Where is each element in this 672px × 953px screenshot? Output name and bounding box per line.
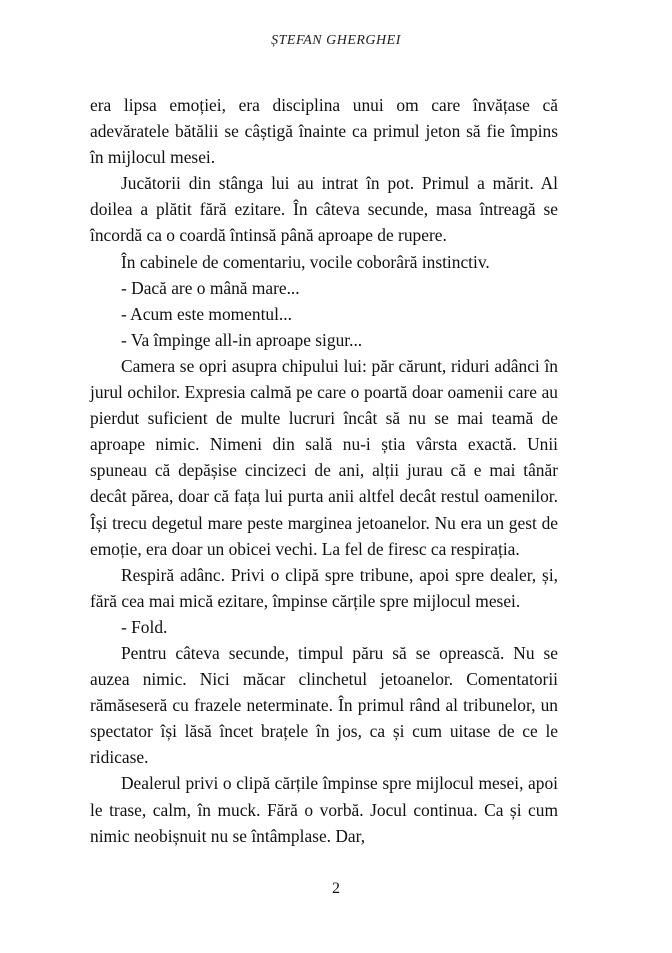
dialogue-line: - Dacă are o mână mare... — [121, 277, 300, 298]
paragraph: era lipsa emoției, era disciplina unui om care învățase că adevăratele bătălii se câștigă înainte ca primul jeton să fie împins în mijlocul mesei. — [90, 95, 558, 168]
paragraph: Pentru câteva secunde, timpul păru să se oprească. Nu se auzea nimic. Nici măcar clinchetul jetoanelor. Comentatorii rămăseseră cu frazele neterminate. În primul rând al tribunelor, un spectator își lăsă încet brațele în jos, ca și cum uitase de ce le ridicase. — [90, 642, 558, 768]
paragraph: Respiră adânc. Privi o clipă spre tribune, apoi spre dealer, și, fără cea mai mică ezitare, împinse cărțile spre mijlocul mesei. — [90, 564, 558, 611]
dialogue-line: - Acum este momentul... — [121, 303, 292, 324]
dialogue-line: - Fold. — [121, 616, 168, 637]
dialogue-line: - Va împinge all-in aproape sigur... — [121, 329, 363, 350]
page-number: 2 — [332, 880, 340, 897]
paragraph: Dealerul privi o clipă cărțile împinse spre mijlocul mesei, apoi le trase, calm, în muck. Fără o vorbă. Jocul continua. Ca și cum nimic neobișnuit nu se întâmplase. Dar, — [90, 773, 558, 846]
paragraph: Camera se opri asupra chipului lui: păr cărunt, riduri adânci în jurul ochilor. Expresia calmă pe care o poartă doar oamenii care au pierdut suficient de multe lucruri încât să nu se mai teamă de aproape nimic. Nimeni din sală nu-i știa vârsta exactă. Unii spuneau că depășise cincizeci de ani, alții jurau că e mai tânăr decât părea, doar că fața lui purta anii altfel decât restul oamenilor. Își trecu degetul mare peste marginea jetoanelor. Nu era un gest de emoție, era doar un obicei vechi. La fel de firesc ca respirația. — [90, 355, 558, 559]
body-text — [90, 92, 558, 849]
paragraph: Jucătorii din stânga lui au intrat în pot. Primul a mărit. Al doilea a plătit fără ezitare. În câteva secunde, masa întreagă se încordă ca o coardă întinsă până aproape de rupere. — [90, 173, 558, 246]
running-header: ȘTEFAN GHERGHEI — [271, 33, 401, 48]
paragraph: În cabinele de comentariu, vocile coborâră instinctiv. — [121, 251, 490, 272]
